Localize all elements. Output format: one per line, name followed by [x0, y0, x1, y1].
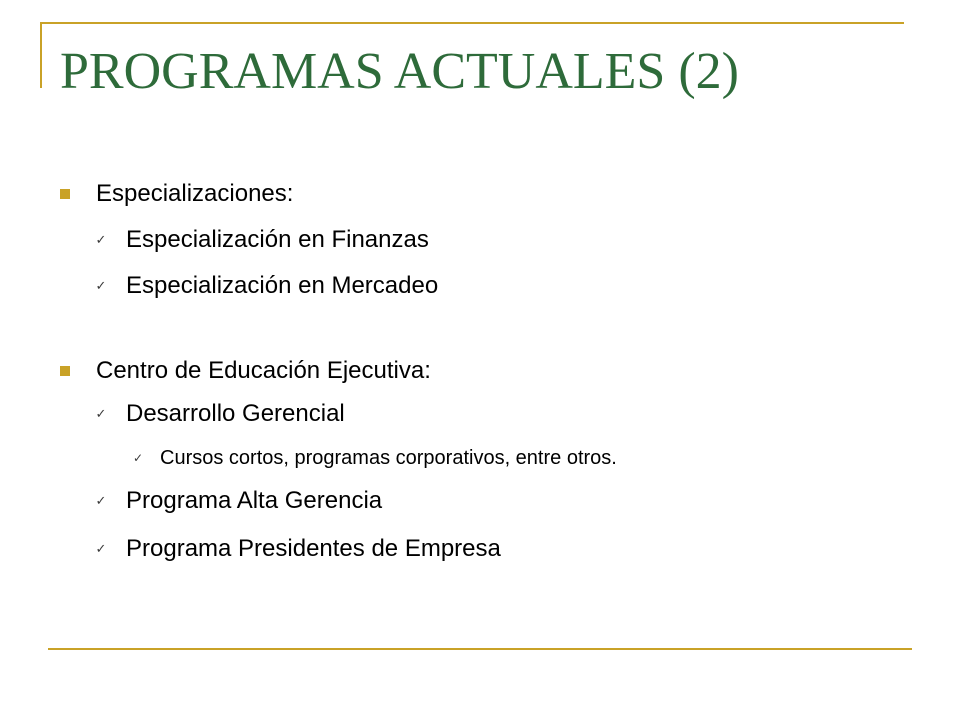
- subitem-text: Especialización en Finanzas: [126, 226, 429, 253]
- subitem-text: Programa Alta Gerencia: [126, 487, 383, 514]
- square-bullet-icon: [60, 366, 70, 376]
- subitem-alta-gerencia: [94, 485, 382, 517]
- subitem-finanzas: [94, 224, 429, 256]
- checkmark-icon: ✓: [132, 451, 144, 465]
- square-bullet-icon: [60, 189, 70, 199]
- subsubitem-cursos: [132, 444, 617, 472]
- bullet-text: Especializaciones:: [96, 180, 294, 207]
- checkmark-icon: ✓: [95, 406, 107, 421]
- subitem-text: Desarrollo Gerencial: [126, 400, 345, 427]
- subitem-desarrollo-gerencial: [94, 398, 345, 430]
- subitem-text: Especialización en Mercadeo: [126, 272, 439, 299]
- checkmark-icon: ✓: [95, 493, 107, 508]
- subitem-presidentes-empresa: [94, 533, 501, 565]
- checkmark-icon: ✓: [95, 232, 107, 247]
- bullet-centro-educacion: [60, 355, 431, 387]
- bullet-text: Centro de Educación Ejecutiva:: [96, 357, 431, 384]
- checkmark-icon: ✓: [95, 541, 107, 556]
- bullet-especializaciones: [60, 178, 293, 210]
- slide-title: PROGRAMAS ACTUALES (2): [60, 43, 739, 100]
- subitem-text: Programa Presidentes de Empresa: [126, 535, 501, 562]
- subsubitem-text: Cursos cortos, programas corporativos, entre otros.: [160, 446, 617, 469]
- subitem-mercadeo: [94, 270, 438, 302]
- bottom-rule: [48, 648, 912, 650]
- checkmark-icon: ✓: [95, 278, 107, 293]
